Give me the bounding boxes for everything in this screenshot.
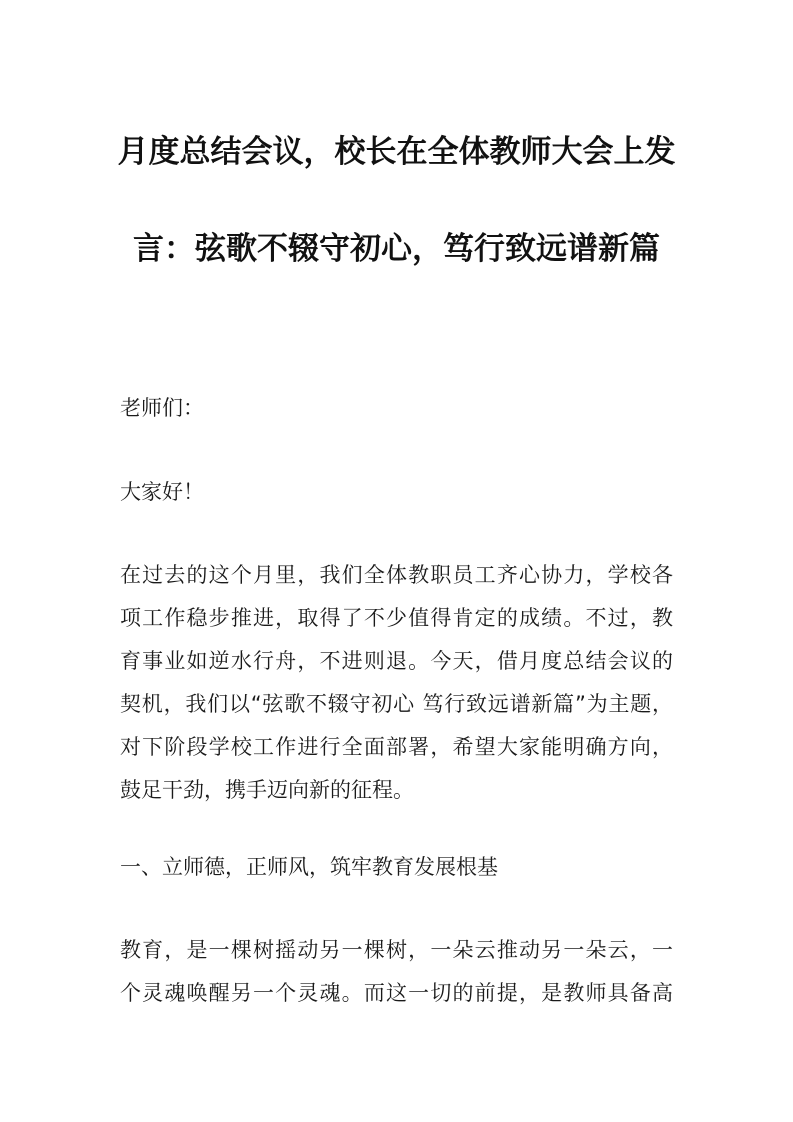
- salutation: 老师们：: [120, 396, 204, 420]
- paragraph-line: 对下阶段学校工作进行全面部署，希望大家能明确方向，: [120, 735, 673, 759]
- document-title-line-2: 言：弦歌不辍守初心，笃行致远谱新篇: [133, 231, 660, 267]
- greeting: 大家好！: [120, 480, 204, 504]
- paragraph-line: 项工作稳步推进，取得了不少值得肯定的成绩。不过，教: [120, 606, 673, 630]
- paragraph-line: 育事业如逆水行舟，不进则退。今天，借月度总结会议的: [120, 649, 673, 673]
- paragraph-line: 鼓足干劲，携手迈向新的征程。: [120, 778, 414, 802]
- paragraph-line: 教育，是一棵树摇动另一棵树，一朵云推动另一朵云，一: [120, 938, 673, 962]
- paragraph-line: 个灵魂唤醒另一个灵魂。而这一切的前提，是教师具备高: [120, 981, 673, 1005]
- section-heading: 一、立师德，正师风，筑牢教育发展根基: [120, 855, 498, 879]
- document-title-line-1: 月度总结会议，校长在全体教师大会上发: [117, 134, 676, 170]
- paragraph-line: 在过去的这个月里，我们全体教职员工齐心协力，学校各: [120, 563, 673, 587]
- paragraph-line: 契机，我们以“弦歌不辍守初心 笃行致远谱新篇”为主题，: [120, 692, 673, 716]
